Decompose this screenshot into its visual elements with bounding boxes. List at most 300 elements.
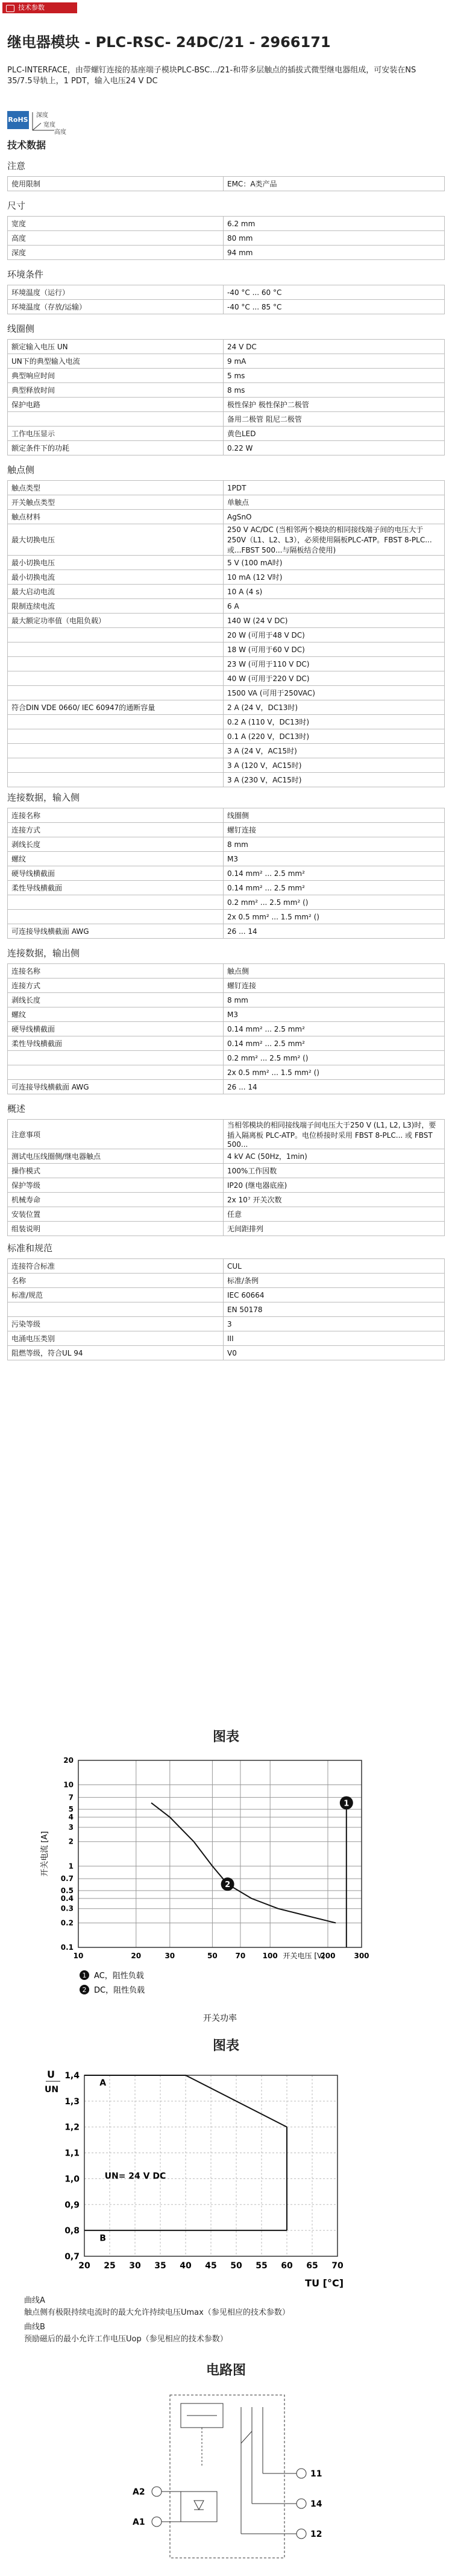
x-tick-label: 40 [180,2261,192,2271]
spec-value: 20 W (可用于48 V DC) [224,628,445,642]
spec-value: III [224,1331,445,1346]
y-tick-label: 1,1 [64,2148,80,2159]
table-row [8,808,445,823]
x-axis-label: TU [°C] [305,2277,344,2289]
voltage-temperature-chart [0,2057,452,2292]
tech-params-label: 技术参数 [18,4,45,11]
spec-value: 线圈侧 [224,808,445,823]
spec-value: 0.2 A (110 V，DC13时) [224,715,445,729]
y-tick-label: 7 [68,1793,74,1802]
section-title: 连接数据，输出侧 [7,948,80,959]
y-tick-label: 0.2 [60,1918,74,1927]
legend-label-2: DC，阻性负载 [94,1986,145,1995]
table-row [8,993,445,1007]
circuit-heading: 电路图 [206,2363,246,2378]
spec-label: 触点类型 [8,481,224,495]
y-axis-label-un: UN [45,2085,59,2095]
spec-value: 2x 0.5 mm² ... 1.5 mm² () [224,910,445,924]
spec-value: 0.14 mm² ... 2.5 mm² [224,1022,445,1036]
spec-label: 操作模式 [8,1164,224,1178]
spec-label: 触点材料 [8,510,224,524]
table-row [8,585,445,599]
spec-value: 10 A (4 s) [224,585,445,599]
note-curve-a-text: 触点侧有极限持续电流时的最大允许持续电压Umax（参见相应的技术参数） [24,2308,290,2317]
product-description: PLC-INTERFACE，由带螺钉连接的基座端子模块PLC-BSC.../21-和带多层触点的插拔式微型继电器组成，可安装在NS 35/7.5导轨上，1 PDT，输入电压24 V DC [7,66,416,86]
spec-table [7,216,445,260]
spec-label: 深度 [8,246,224,260]
table-row [8,614,445,628]
y-tick-label: 20 [63,1756,74,1765]
spec-label: 典型响应时间 [8,369,224,383]
circuit-diagram [0,2383,452,2570]
table-row [8,910,445,924]
spec-value: 2 A (24 V，DC13时) [224,700,445,715]
section-title: 环境条件 [7,269,44,280]
spec-value: 6.2 mm [224,217,445,231]
spec-value: 0.22 W [224,441,445,455]
spec-label: 柔性导线横截面 [8,1036,224,1051]
spec-table [7,1119,445,1236]
spec-label: 典型释放时间 [8,383,224,398]
terminal-11-label: 11 [310,2469,322,2479]
table-row [8,642,445,657]
spec-label: 最小切换电压 [8,556,224,570]
width-label: 宽度 [43,122,55,128]
spec-label: 电涌电压类别 [8,1331,224,1346]
spec-label: 注意事项 [8,1120,224,1149]
table-row [8,441,445,455]
spec-label: 柔性导线横截面 [8,881,224,895]
rohs-figure [7,107,80,135]
spec-value: -40 °C ... 60 °C [224,285,445,300]
spec-value: 3 A (230 V，AC15时) [224,773,445,787]
table-row [8,369,445,383]
y-tick-label: 1,2 [64,2122,80,2133]
x-tick-label: 70 [331,2261,344,2271]
spec-label: UN下的典型输入电流 [8,354,224,369]
spec-label: 开关触点类型 [8,495,224,510]
x-tick-label: 70 [235,1952,246,1960]
table-row [8,285,445,300]
spec-value: -40 °C ... 85 °C [224,300,445,314]
spec-value: 6 A [224,599,445,614]
y-tick-label: 0,9 [64,2200,80,2210]
spec-table [7,285,445,314]
table-row [8,1022,445,1036]
spec-label: 连接符合标准 [8,1259,224,1274]
spec-value: V0 [224,1346,445,1360]
spec-label: 额定条件下的功耗 [8,441,224,455]
spec-label [8,412,224,427]
table-row [8,729,445,744]
spec-table [7,1258,445,1360]
page-title: 继电器模块 - PLC-RSC- 24DC/21 - 2966171 [7,34,331,51]
spec-label: 污染等级 [8,1317,224,1331]
table-row [8,599,445,614]
y-tick-label: 0.5 [60,1886,74,1895]
spec-value: 5 V (100 mA时) [224,556,445,570]
spec-value: 8 mm [224,993,445,1007]
note-curve-b: 曲线B [24,2323,45,2332]
spec-value: 0.14 mm² ... 2.5 mm² [224,881,445,895]
table-row [8,1274,445,1288]
y-axis-label: 开关电流 [A] [40,1831,49,1877]
y-tick-label: 0,7 [64,2252,80,2262]
spec-label: 标准/规范 [8,1288,224,1302]
table-row [8,1193,445,1207]
spec-value: 2x 0.5 mm² ... 1.5 mm² () [224,1065,445,1080]
spec-label: 组装说明 [8,1222,224,1236]
spec-value: 94 mm [224,246,445,260]
spec-value: 当相邻模块的相同接线端子间电压大于250 V (L1, L2, L3)时，要插入隔离板 PLC-ATP。电位桥接时采用 FBST 8-PLC... 或 FBST 500... [224,1120,445,1149]
spec-table [7,176,445,191]
spec-value: 1PDT [224,481,445,495]
x-tick-label: 50 [230,2261,242,2271]
spec-value: IEC 60664 [224,1288,445,1302]
x-tick-label: 65 [306,2261,318,2271]
x-tick-label: 50 [207,1952,218,1960]
y-tick-label: 0.7 [60,1874,74,1883]
x-tick-label: 35 [154,2261,166,2271]
table-row [8,1164,445,1178]
spec-value: 标准/条例 [224,1274,445,1288]
table-row [8,1036,445,1051]
x-tick-label: 20 [78,2261,90,2271]
y-tick-label: 5 [68,1805,74,1814]
depth-label: 深度 [36,112,48,119]
spec-value: 3 [224,1317,445,1331]
chart1-caption: 开关功率 [203,2014,237,2023]
table-row [8,1288,445,1302]
spec-value: 5 ms [224,369,445,383]
table-row [8,1302,445,1317]
section-title: 概述 [7,1103,26,1114]
section-title: 触点侧 [7,465,35,475]
terminal-a2-label: A2 [133,2487,145,2497]
y-tick-label: 3 [68,1823,74,1832]
table-row [8,758,445,773]
y-axis-label-u: U [47,2069,55,2080]
spec-value: 任意 [224,1207,445,1222]
spec-label: 可连接导线横截面 AWG [8,1080,224,1094]
x-tick-label: 30 [165,1952,175,1960]
section-title: 尺寸 [7,200,26,211]
note-curve-a: 曲线A [24,2296,45,2305]
table-row [8,1080,445,1094]
tech-params-tag [2,2,77,13]
table-row [8,964,445,979]
spec-value: 3 A (24 V，AC15时) [224,744,445,758]
top-bar [0,0,452,16]
spec-label [8,671,224,686]
spec-label: 连接名称 [8,808,224,823]
table-row [8,354,445,369]
table-row [8,510,445,524]
table-row [8,427,445,441]
spec-label [8,1065,224,1080]
spec-value: 2x 10⁷ 开关次数 [224,1193,445,1207]
spec-value: 8 mm [224,837,445,852]
spec-value: 触点侧 [224,964,445,979]
x-tick-label: 10 [73,1952,84,1960]
spec-label: 保护等级 [8,1178,224,1193]
spec-label: 阻燃等级，符合UL 94 [8,1346,224,1360]
terminal-14-label: 14 [310,2499,322,2509]
table-row [8,383,445,398]
legend-marker-1-num: 1 [82,1972,87,1979]
table-row [8,700,445,715]
chart1-heading: 图表 [212,1730,239,1745]
table-row [8,1120,445,1149]
spec-label [8,1051,224,1065]
spec-label: 连接名称 [8,964,224,979]
table-row [8,300,445,314]
spec-value: 24 V DC [224,340,445,354]
table-row [8,1065,445,1080]
series-line-2 [151,1803,336,1923]
x-tick-label: 55 [256,2261,268,2271]
spec-value: 26 ... 14 [224,924,445,939]
table-row [8,556,445,570]
legend-label-1: AC，阻性负载 [94,1972,144,1981]
table-row [8,1149,445,1164]
series-marker-1-label: 1 [344,1799,350,1809]
curve-a-label: A [99,2078,107,2089]
spec-label [8,628,224,642]
spec-value: M3 [224,1007,445,1022]
terminal-a1-label: A1 [133,2517,145,2527]
spec-value: AgSnO [224,510,445,524]
curve-b-label: B [99,2233,106,2244]
table-row [8,837,445,852]
un-annotation: UN= 24 V DC [104,2171,166,2181]
height-label: 高度 [54,129,66,136]
terminal-12-label: 12 [310,2530,322,2539]
table-row [8,570,445,585]
table-row [8,671,445,686]
table-row [8,231,445,246]
spec-value: 0.14 mm² ... 2.5 mm² [224,1036,445,1051]
spec-heading: 技术数据 [7,139,46,151]
spec-value: 10 mA (12 V时) [224,570,445,585]
table-row [8,628,445,642]
y-tick-label: 4 [68,1813,74,1822]
x-tick-label: 25 [104,2261,116,2271]
table-row [8,177,445,191]
spec-value: 0.14 mm² ... 2.5 mm² [224,866,445,881]
spec-value: 备用二极管 阻尼二极管 [224,412,445,427]
rohs-badge: RoHS [7,111,29,129]
table-row [8,881,445,895]
table-row [8,481,445,495]
y-tick-label: 1 [68,1862,74,1871]
x-tick-label: 30 [129,2261,141,2271]
spec-label [8,773,224,787]
spec-label: 宽度 [8,217,224,231]
table-row [8,657,445,671]
table-row [8,495,445,510]
table-row [8,773,445,787]
spec-value: 250 V AC/DC (当相邻两个模块的相同接线端子间的电压大于250V（L1、L2、L3），必须使用隔板PLC-ATP。FBST 8-PLC... 或...FBST 500...与隔板结合使用) [224,524,445,556]
spec-label [8,895,224,910]
spec-label: 保护电路 [8,398,224,412]
y-tick-label: 0.3 [60,1904,74,1913]
spec-value: 极性保护 极性保护二极管 [224,398,445,412]
spec-value: CUL [224,1259,445,1274]
spec-value: 23 W (可用于110 V DC) [224,657,445,671]
note-curve-b-text: 预励磁后的最小允许工作电压Uop（参见相应的技术参数） [24,2335,228,2344]
table-row [8,715,445,729]
spec-label: 最大启动电流 [8,585,224,599]
table-row [8,924,445,939]
x-tick-label: 200 [320,1952,336,1960]
spec-label: 高度 [8,231,224,246]
spec-value: 8 ms [224,383,445,398]
x-tick-label: 20 [131,1952,142,1960]
spec-value: 单触点 [224,495,445,510]
spec-value: IP20 (继电器底座) [224,1178,445,1193]
table-row [8,217,445,231]
table-row [8,1007,445,1022]
spec-label [8,715,224,729]
spec-label [8,686,224,700]
section-title: 标准和规范 [7,1243,53,1254]
spec-table [7,963,445,1094]
table-row [8,823,445,837]
spec-value: 螺钉连接 [224,979,445,993]
table-row [8,1207,445,1222]
spec-value: 3 A (120 V，AC15时) [224,758,445,773]
spec-value: 1500 VA (可用于250VAC) [224,686,445,700]
table-row [8,1317,445,1331]
table-row [8,852,445,866]
table-row [8,1331,445,1346]
spec-label: 最大切换电压 [8,524,224,556]
y-tick-label: 0.1 [60,1943,74,1952]
spec-label: 名称 [8,1274,224,1288]
table-row [8,398,445,412]
table-row [8,1222,445,1236]
spec-table [7,480,445,787]
table-row [8,1259,445,1274]
spec-value: 9 mA [224,354,445,369]
spec-value: 4 kV AC (50Hz，1min) [224,1149,445,1164]
spec-value: 无间距排列 [224,1222,445,1236]
spec-value: EN 50178 [224,1302,445,1317]
x-tick-label: 100 [262,1952,278,1960]
spec-value: 80 mm [224,231,445,246]
table-row [8,866,445,881]
spec-label: 连接方式 [8,979,224,993]
y-tick-label: 1,3 [64,2096,80,2107]
spec-label: 使用限制 [8,177,224,191]
spec-label [8,910,224,924]
x-tick-label: 60 [281,2261,293,2271]
series-marker-2-label: 2 [225,1880,231,1890]
spec-label: 可连接导线横截面 AWG [8,924,224,939]
table-row [8,686,445,700]
spec-label: 硬导线横截面 [8,1022,224,1036]
spec-value: 0.1 A (220 V，DC13时) [224,729,445,744]
spec-value: 100%工作因数 [224,1164,445,1178]
table-row [8,1346,445,1360]
spec-label [8,657,224,671]
spec-label [8,729,224,744]
spec-label: 最小切换电流 [8,570,224,585]
spec-label: 螺纹 [8,852,224,866]
y-tick-label: 1,0 [64,2174,80,2184]
document-icon [6,5,14,12]
table-row [8,246,445,260]
table-row [8,340,445,354]
section-title: 注意 [7,160,26,171]
table-row [8,979,445,993]
spec-value: 26 ... 14 [224,1080,445,1094]
spec-label [8,758,224,773]
spec-label: 剥线长度 [8,993,224,1007]
x-axis-label: 开关电压 [V] [283,1952,325,1960]
spec-label: 符合DIN VDE 0660/ IEC 60947的通断容量 [8,700,224,715]
table-row [8,895,445,910]
table-row [8,744,445,758]
spec-label: 工作电压显示 [8,427,224,441]
spec-value: 40 W (可用于220 V DC) [224,671,445,686]
y-tick-label: 2 [68,1837,74,1846]
y-tick-label: 0,8 [64,2226,80,2236]
spec-label: 硬导线横截面 [8,866,224,881]
spec-label: 剥线长度 [8,837,224,852]
x-tick-label: 300 [354,1952,369,1960]
spec-label: 额定输入电压 UN [8,340,224,354]
spec-value: 0.2 mm² ... 2.5 mm² () [224,895,445,910]
spec-table [7,339,445,455]
spec-value: EMC：A类产品 [224,177,445,191]
spec-label: 螺纹 [8,1007,224,1022]
spec-label: 连接方式 [8,823,224,837]
chart2-heading: 图表 [212,2038,239,2054]
spec-value: 螺钉连接 [224,823,445,837]
y-tick-label: 0.4 [60,1894,74,1903]
spec-label: 环境温度（运行） [8,285,224,300]
spec-value: 黄色LED [224,427,445,441]
x-tick-label: 45 [205,2261,217,2271]
spec-table [7,808,445,939]
section-title: 线圈侧 [7,323,35,334]
table-row [8,1051,445,1065]
spec-label [8,1302,224,1317]
table-row [8,1178,445,1193]
spec-label: 最大额定功率值（电阻负载） [8,614,224,628]
spec-value: 18 W (可用于60 V DC) [224,642,445,657]
section-title: 连接数据，输入侧 [7,792,80,803]
spec-value: M3 [224,852,445,866]
y-tick-label: 10 [63,1780,74,1789]
spec-label [8,744,224,758]
spec-value: 140 W (24 V DC) [224,614,445,628]
spec-label: 安装位置 [8,1207,224,1222]
spec-label: 测试电压线圈侧/继电器触点 [8,1149,224,1164]
spec-label: 机械寿命 [8,1193,224,1207]
legend-marker-2-num: 2 [82,1986,87,1994]
spec-label: 环境温度（存放/运输） [8,300,224,314]
table-row [8,412,445,427]
switching-power-chart [0,1748,452,2032]
spec-label [8,642,224,657]
spec-label: 限制连续电流 [8,599,224,614]
spec-value: 0.2 mm² ... 2.5 mm² () [224,1051,445,1065]
table-row [8,524,445,556]
y-tick-label: 1,4 [64,2071,80,2081]
